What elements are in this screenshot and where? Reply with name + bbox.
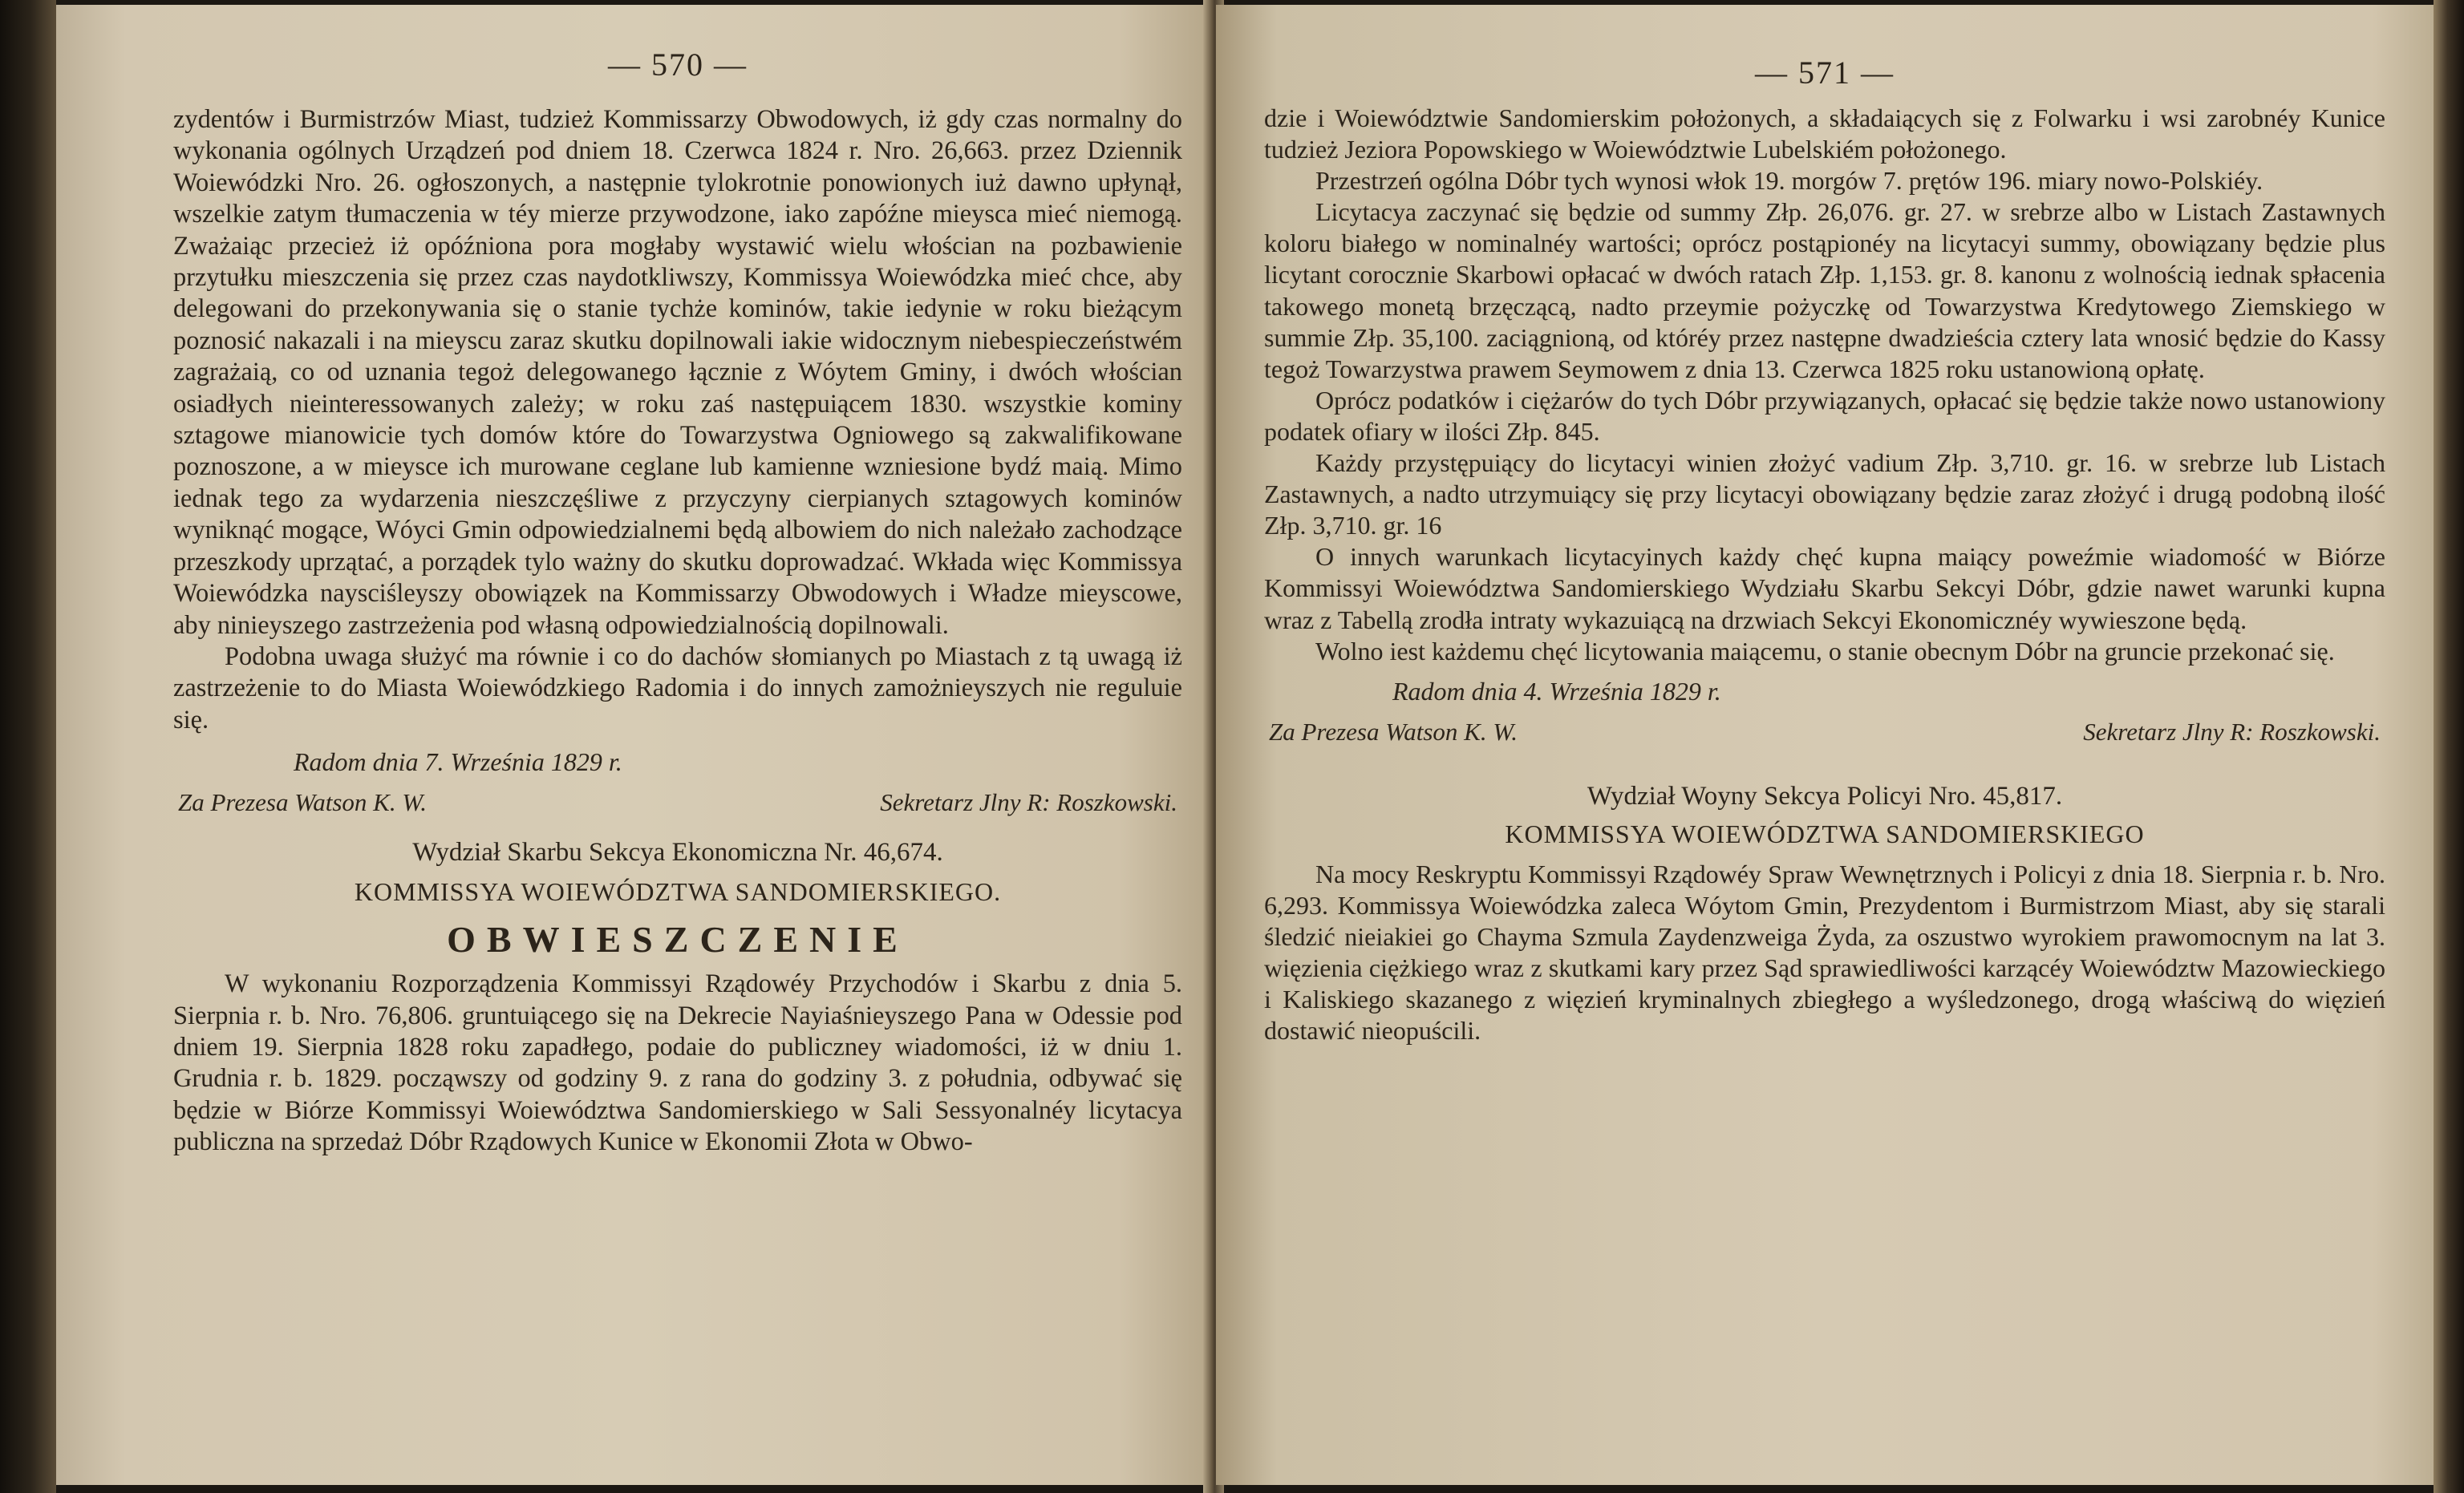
place-date: Radom dnia 4. Września 1829 r. [1392, 676, 1721, 706]
commission-heading: KOMMISSYA WOIEWÓDZTWA SANDOMIERSKIEGO [1505, 819, 2145, 848]
signature-secretary: Sekretarz Jlny R: Roszkowski. [880, 788, 1177, 817]
page-number: — 570 — [608, 47, 748, 83]
paragraph: dzie i Woiewództwie Sandomierskim położonych, a składaiących się z Folwarku i wsi zarobnéy Kunice tudzież Jeziora Popowskiego w Woiewództwie Lubelskiém położonego. [1264, 103, 2385, 164]
signature-line [1264, 718, 2385, 746]
commission-heading: KOMMISSYA WOIEWÓDZTWA SANDOMIERSKIEGO. [354, 877, 1002, 907]
paragraph: W wykonaniu Rozporządzenia Kommissyi Rządowéy Przychodów i Skarbu z dnia 5. Sierpnia r. b. Nro. 76,806. gruntuiącego się na Dekrecie Nayiaśnieyszego Pana w Odessie pod dniem 19. Sierpnia 1828 roku zapadłego, podaie do publiczney wiadomości, iż w dniu 1. Grudnia r. b. 1829. począwszy od godziny 9. z rana do godziny 3. z południa, odbywać się będzie w Biórze Kommissyi Woiewództwa Sandomierskiego w Sali Sessyonalnéy licytacya publiczna na sprzedaż Dóbr Rządowych Kunice w Ekonomii Złota w Obwo- [173, 969, 1182, 1157]
paragraph: Licytacya zaczynać się będzie od summy Złp. 26,076. gr. 27. w srebrze albo w Listach Zastawnych koloru białego w nominalnéy wartości; oprócz postąpionéy na licytacyi summy, obowiązany będzie plus licytant corocznie Skarbowi opłacać w dwóch ratach Złp. 1,153. gr. 8. kanonu z wolnością iednak spłacenia takowego monetą brzęczącą, nadto przeymie pożyczkę od Towarzystwa Kredytowego Ziemskiego w summie Złp. 35,100. zaciągnioną, od któréy przez następne dwadzieścia cztery lata wnosić będzie do Kassy tegoż Towarzystwa prawem Seymowem z dnia 13. Czerwca 1825 roku ustanowioną opłatę. [1264, 197, 2385, 383]
paragraph: O innych warunkach licytacyinych każdy chęć kupna maiący poweźmie wiadomość w Biórze Kommissyi Woiewództwa Sandomierskiego Wydziału Skarbu Sekcyi Dóbr, gdzie nawet warunki kupna wraz z Tabellą zrodła intraty wykazuiącą na drzwiach Sekcyi Ekonomicznéy wywieszone będą. [1264, 542, 2385, 634]
page-number: — 571 — [1755, 55, 1895, 91]
page-570 [56, 5, 1211, 1485]
paragraph: Przestrzeń ogólna Dóbr tych wynosi włok 19. morgów 7. prętów 196. miary nowo-Polskiéy. [1315, 166, 2263, 196]
paragraph: Oprócz podatków i ciężarów do tych Dóbr przywiązanych, opłacać się będzie także nowo ustanowiony podatek ofiary w ilości Złp. 845. [1264, 385, 2385, 446]
paragraph: Na mocy Reskryptu Kommissyi Rządowéy Spraw Wewnętrznych i Policyi z dnia 18. Sierpnia r. b. Nro. 6,293. Kommissya Woiewódzka zaleca Wóytom Gmin, Prezydentom i Burmistrzom Miast, aby się starali śledzić nieiakiei go Chayma Szmula Zaydenzweiga Żyda, za oszustwo wyrokiem prawomocnym na lat 3. więzienia ciężkiego wraz z skutkami kary przez Sąd sprawiedliwości karzącéy Woiewództw Mazowieckiego i Kaliskiego skazanego z więzień kryminalnych zbiegłego a wyśledzonego, drogą właściwą do więzień dostawić nieopuścili. [1264, 859, 2385, 1046]
signature-secretary: Sekretarz Jlny R: Roszkowski. [2083, 717, 2381, 746]
paragraph: Wolno iest każdemu chęć licytowania maiącemu, o stanie obecnym Dóbr na gruncie przekonać się. [1315, 636, 2335, 666]
signature-line [173, 788, 1182, 817]
paragraph: Każdy przystępuiący do licytacyi winien złożyć vadium Złp. 3,710. gr. 16. w srebrze lub Listach Zastawnych, a nadto utrzymuiący się przy licytacyi obowiązany będzie zaraz złożyć i drugą podobną ilość Złp. 3,710. gr. 16 [1264, 448, 2385, 540]
place-date: Radom dnia 7. Września 1829 r. [294, 747, 622, 777]
department-heading: Wydział Skarbu Sekcya Ekonomiczna Nr. 46,674. [412, 838, 943, 868]
book-left-edge [0, 0, 56, 1493]
page-571 [1216, 5, 2434, 1485]
book-right-edge [2434, 0, 2464, 1493]
department-heading: Wydział Woyny Sekcya Policyi Nro. 45,817. [1587, 781, 2063, 811]
paragraph: Podobna uwaga służyć ma równie i co do dachów słomianych po Miastach z tą uwagą iż zastrzeżenie to do Miasta Woiewódzkiego Radomia i do innych zamożnieyszych nie reguluie się. [173, 641, 1182, 734]
signature-president: Za Prezesa Watson K. W. [178, 788, 428, 817]
notice-title: OBWIESZCZENIE [447, 919, 909, 961]
paragraph: zydentów i Burmistrzów Miast, tudzież Kommissarzy Obwodowych, iż gdy czas normalny do wykonania ogólnych Urządzeń pod dniem 18. Czerwca 1824 r. Nro. 26,663. przez Dziennik Woiewódzki Nro. 26. ogłoszonych, a następnie tylokrotnie ponowionych iuż dawno upłynął, wszelkie zatym tłumaczenia w téy mierze przywodzone, iako zapóźne mieysca mieć niemogą. Zważaiąc przecież iż opóźniona pora mogłaby wystawić wielu włościan na pozbawienie przytułku mieszczenia się przez czas naydotkliwszy, Kommissya Woiewódzka mieć chce, aby delegowani do przekonywania się o stanie tychże kominów, takie iedynie w roku bieżącym poznosić nakazali i na mieyscu zaraz skutku dopilnowali iakie widocznym niebespieczeństwém zagrażaią, co od uznania tegoż delegowanego łącznie z Wóytem Gminy, i dwóch włościan osiadłych nieinteressowanych zależy; w roku zaś następuiącem 1830. wszystkie kominy sztagowe mianowicie tych domów które do Towarzystwa Ogniowego są zakwalifikowane poznoszone, a w mieysce ich murowane ceglane lub kamienne wzniesione bydź maią. Mimo iednak tego za wydarzenia nieszczęśliwe z przyczyny cierpianych sztagowych kominów wyniknąć mogące, Wóyci Gmin odpowiedzialnemi będą albowiem do nich należało zachodzące przeszkody uprzątać, a porządek tylo ważny do skutku doprowadzać. Wkłada więc Kommissya Woiewódzka naysciśleyszy obowiązek na Kommissarzy Obwodowych i Władze mieyscowe, aby ninieyszego zastrzeżenia pod własną odpowiedzialnością dopilnowali. [173, 105, 1182, 640]
signature-president: Za Prezesa Watson K. W. [1269, 717, 1518, 746]
